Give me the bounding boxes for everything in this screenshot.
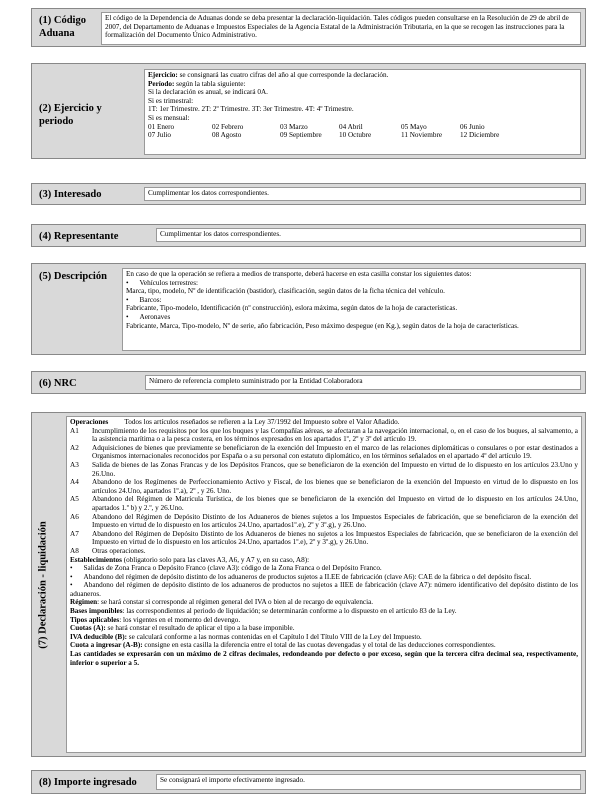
month-label: 02 Febrero (212, 122, 244, 131)
code-text: Abandono del Régimen de Matrícula Turística, de los bienes que se beneficiaron de la exención del Impuesto en virtud de lo dispuesto en los artículos 24.Uno, apartados 1.º b) y 2.º, y 26.Uno. (92, 495, 578, 512)
code-text: Incumplimiento de los requisitos por los que los buques y las Compañías aéreas, se afectaran a la navegación internacional, o, en el caso de los buques, al salvamento, a la asistencia marítima o a la pesca costera, en los términos expresados en los apartados 1º, 2º y 3º del artículo 19. (92, 426, 578, 444)
month-label: 10 Octubre (339, 131, 372, 140)
month-label: 04 Abril (339, 122, 363, 131)
month-label: 05 Mayo (401, 122, 427, 131)
section-content: Ejercicio: se consignará las cuatro cifras del año al que corresponde la declaración. Período: según la tabla siguiente: Si la declaración es anual, se indicará 0A. Si es trimestral: 1T: 1er Trimestre. 2T: 2º Trimestre. 3T: 3er Trimestre. 4T: 4º Trimestre. Si es mensual: 01 Enero 02 Febrero 03 Marzo 04 Abril 05 Mayo 06 Junio 07 Julio 08 Agosto 09 Septiembre 10 Octubre 11 Noviembre 12 Diciembre (144, 69, 581, 155)
section-content: El código de la Dependencia de Aduanas donde se deba presentar la declaración-liquidación. Tales códigos pueden consultarse en la Resolución de 29 de abril de 2007, del Departamento de Aduanas e Impuestos Especiales de la Agencia Estatal de la Administración Tributaria, en la que se recogen las instrucciones para la formalización del Documento Único Administrativo. (101, 12, 581, 45)
section-representante (31, 224, 586, 247)
section-content: Número de referencia completo suministrado por la Entidad Colaboradora (145, 375, 581, 390)
code-id: A3 (70, 460, 79, 469)
code-id: A4 (70, 478, 79, 487)
final-note: Las cantidades se expresarán con un máximo de 2 cifras decimales, redondeando por defecto o por exceso, según que la tercera cifra decimal sea, respectivamente, inferior o superior a 5. (70, 650, 578, 667)
section-label: (5) Descripción (39, 271, 107, 282)
month-label: 03 Marzo (280, 122, 308, 131)
section-interesado (31, 183, 586, 205)
section-label: (8) Importe ingresado (39, 777, 137, 788)
codes-list (70, 427, 578, 556)
section-content: Cumplimentar los datos correspondientes. (144, 187, 581, 201)
code-text: Abandono del Régimen de Depósito Distinto de los Aduaneros de bienes no sujetos a los Impuestos Especiales de fabricación, que se beneficiaron de la exención del Impuesto en virtud de lo dispuesto en los artículos 24.Uno, apartados 1º.e), 2º y 3º.g), y 26.Uno. (92, 529, 578, 547)
section-label: (3) Interesado (39, 189, 102, 200)
section-label: (7) Declaración - liquidación (37, 520, 49, 649)
month-label: 11 Noviembre (401, 131, 443, 140)
code-id: A7 (70, 529, 79, 538)
month-label: 09 Septiembre (280, 131, 322, 140)
section-content: Se consignará el importe efectivamente ingresado. (156, 774, 581, 790)
section-label: (4) Representante (39, 231, 119, 242)
month-label: 01 Enero (148, 122, 175, 131)
section-importe-ingresado (31, 770, 586, 794)
code-id: A5 (70, 495, 79, 504)
code-id: A8 (70, 546, 79, 555)
section-ejercicio-periodo (31, 63, 586, 159)
month-label: 06 Junio (460, 122, 485, 131)
section-content: En caso de que la operación se refiera a medios de transporte, deberá hacerse en esta casilla constar los siguientes datos: • Vehículos terrestres: Marca, tipo, modelo, Nº de identificación (bastidor), clasificación, según datos de la ficha técnica del vehículo. • Barcos: Fabricante, Tipo-modelo, Identificación (nº construcción), eslora máxima, según datos de la hoja de características. • Aeronaves Fabricante, Marca, Tipo-modelo, Nº de serie, año fabricación, Peso máximo despegue (en Kg.), según datos de la hoja de características. (122, 268, 581, 351)
code-text: Abandono del Régimen de Depósito Distinto de los Aduaneros de bienes sujetos a los Impuestos Especiales de fabricación, que se beneficiaron de la exención del Impuesto en virtud de lo dispuesto en los artículos 24.Uno, apartados1º.e), 2º y 3º.g), y 26.Uno. (92, 512, 578, 530)
section-codigo-aduana (31, 8, 586, 47)
month-label: 12 Diciembre (460, 131, 500, 140)
section-label: (1) Código Aduana (39, 15, 86, 39)
code-text: Salida de bienes de las Zonas Francas y de los Depósitos Francos, que se beneficiaron de la exención del Impuesto en virtud de lo dispuesto en los artículos 23.Uno y 26.Uno. (92, 460, 578, 478)
months-grid (148, 123, 577, 140)
code-text: Adquisiciones de bienes que previamente se beneficiaron de la exención del Impuesto en el marco de las relaciones diplomáticas o consulares o por estar destinados a Organismos internacionales reconocidos por España o a su personal con estatuto diplomático, en los términos señalados en el apartado 4º del artículo 19. (92, 443, 578, 461)
section-label: (2) Ejercicio y periodo (39, 103, 102, 127)
section-nrc (31, 371, 586, 394)
code-id: A2 (70, 443, 79, 452)
section-content: Operaciones Todos los artículos reseñados se refieren a la Ley 37/1992 del Impuesto sobre el Valor Añadido. A1 Incumplimiento de los requisitos por los que los buques y las Compañías aéreas, se afectaran a la navegación internacional, o, en el caso de los buques, al salvamento, a la asistencia marítima o a la pesca costera, en los términos expresados en los apartados 1º, 2º y 3º del artículo 19. A2 Adquisiciones de bienes que previamente se beneficiaron de la exención del Impuesto en el marco de las relaciones diplomáticas o consulares o por estar destinados a Organismos internacionales reconocidos por España o a su personal con estatuto diplomático, en los términos señalados en el apartado 4º del artículo 19. A3 Salida de bienes de las Zonas Francas y de los Depósitos Francos, que se beneficiaron de la exención del Impuesto en virtud de lo dispuesto en los artículos 23.Uno y 26.Uno. A4 Abandono de los Regímenes de Perfeccionamiento Activo y Fiscal, de los bienes que se beneficiaron de la exención del Impuesto en virtud de lo dispuesto en los artículos 24.Uno, apartados 1º.a), 2º , y 26. Uno. A5 Abandono del Régimen de Matrícula Turística, de los bienes que se beneficiaron de la exención del Impuesto en virtud de lo dispuesto en los artículos 24.Uno, apartados 1.º b) y 2.º, y 26.Uno. A6 Abandono del Régimen de Depósito Distinto de los Aduaneros de bienes sujetos a los Impuestos Especiales de fabricación, que se beneficiaron de la exención del Impuesto en virtud de lo dispuesto en los artículos 24.Uno, apartados1º.e), 2º y 3º.g), y 26.Uno. A7 Abandono del Régimen de Depósito Distinto de los Aduaneros de bienes no sujetos a los Impuestos Especiales de fabricación, que se beneficiaron de la exención del Impuesto en virtud de lo dispuesto en los artículos 24.Uno, apartados 1º.e), 2º y 3º.g), y 26.Uno. A8 Otras operaciones. Establecimientos (obligatorio solo para las claves A3, A6, y A7 y, en su caso, A8): • Salidas de Zona Franca o Depósito Franco (clave A3): código de la Zona Franca o del Depósito Franco. • Abandono del régimen de depósito distinto de los aduaneros de productos sujetos a II.EE de fabricación (clave A6): CAE de la fábrica o del depósito fiscal. • Abandono del régimen de depósito distinto de los aduaneros de productos no sujetos a IIEE de fabricación (clave A7): número identificativo del depósito distinto de los aduaneros. Régimen: se hará constar si corresponde al régimen general del IVA o bien al de recargo de equivalencia. Bases imponibles: las correspondientes al periodo de liquidación; se determinarán conforme a lo dispuesto en el artículo 83 de la Ley. Tipos aplicables: los vigentes en el momento del devengo. Cuotas (A): se hará constar el resultado de aplicar el tipo a la base imponible. IVA deducible (B): se calculará conforme a las normas contenidas en el Capítulo I del Título VIII de la Ley del Impuesto. Cuota a ingresar (A-B): consigne en esta casilla la diferencia entre el total de las cuotas devengadas y el total de las deducciones correspondientes. Las cantidades se expresarán con un máximo de 2 cifras decimales, redondeando por defecto o por exceso, según que la tercera cifra decimal sea, respectivamente, inferior o superior a 5. (66, 416, 582, 753)
code-id: A1 (70, 426, 79, 435)
section-declaracion-liquidacion (31, 412, 586, 757)
code-text: Abandono de los Regímenes de Perfeccionamiento Activo y Fiscal, de los bienes que se beneficiaron de la exención del Impuesto en virtud de lo dispuesto en los artículos 24.Uno, apartados 1º.a), 2º , y 26. Uno. (92, 478, 578, 495)
section-label: (6) NRC (39, 378, 77, 389)
section-descripcion (31, 263, 586, 355)
code-id: A6 (70, 512, 79, 521)
month-label: 07 Julio (148, 131, 171, 140)
month-label: 08 Agosto (212, 131, 242, 140)
code-text: Otras operaciones. (92, 546, 146, 555)
section-content: Cumplimentar los datos correspondientes. (156, 228, 581, 242)
